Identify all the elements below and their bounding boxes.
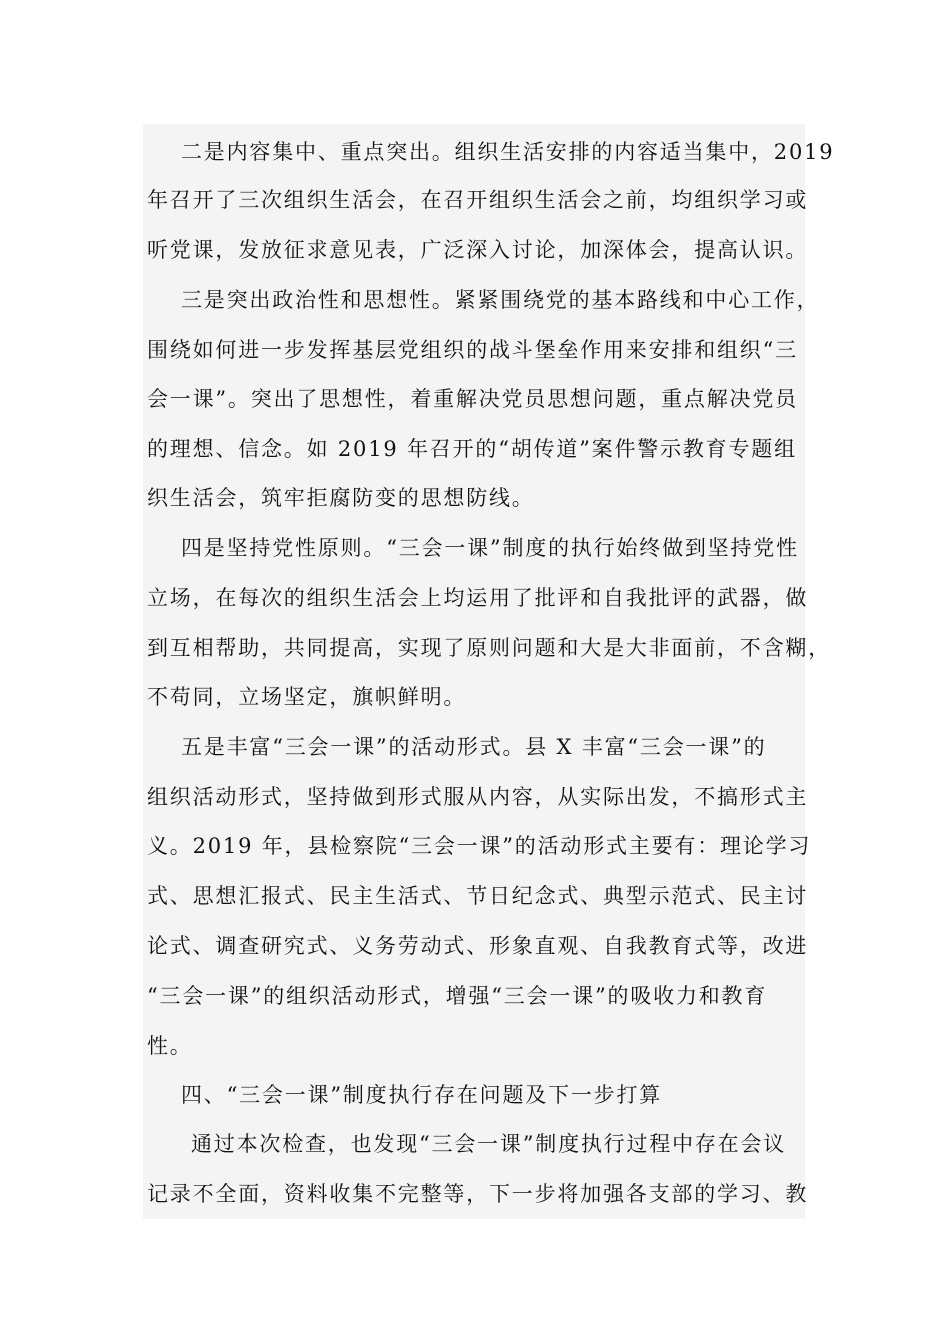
- paragraph-line: 围绕如何进一步发挥基层党组织的战斗堡垒作用来安排和组织“三: [147, 338, 798, 362]
- paragraph-line: 式、思想汇报式、民主生活式、节日纪念式、典型示范式、民主讨: [147, 884, 809, 908]
- paragraph-line: 年召开了三次组织生活会，在召开组织生活会之前，均组织学习或: [147, 188, 809, 212]
- paragraph-line: 通过本次检查，也发现“三会一课”制度执行过程中存在会议: [191, 1132, 787, 1156]
- paragraph-line: 性。: [147, 1034, 193, 1058]
- paragraph-line: “三会一课”的组织活动形式，增强“三会一课”的吸收力和教育: [147, 984, 768, 1008]
- paragraph-line: 三是突出政治性和思想性。紧紧围绕党的基本路线和中心工作，: [181, 288, 820, 312]
- paragraph-line: 会一课”。突出了思想性，着重解决党员思想问题，重点解决党员: [147, 387, 798, 411]
- paragraph-line: 记录不全面，资料收集不完整等，下一步将加强各支部的学习、教: [147, 1182, 809, 1206]
- paragraph-line: 不苟同，立场坚定，旗帜鲜明。: [147, 685, 467, 709]
- section-heading: 四、“三会一课”制度执行存在问题及下一步打算: [181, 1083, 663, 1107]
- paragraph-line: 论式、调查研究式、义务劳动式、形象直观、自我教育式等，改进: [147, 934, 809, 958]
- paragraph-line: 二是内容集中、重点突出。组织生活安排的内容适当集中，2019: [181, 140, 835, 164]
- paragraph-line: 织生活会，筑牢拒腐防变的思想防线。: [147, 486, 535, 510]
- paragraph-line: 五是丰富“三会一课”的活动形式。县 X 丰富“三会一课”的: [181, 735, 767, 759]
- paragraph-line: 的理想、信念。如 2019 年召开的“胡传道”案件警示教育专题组: [147, 437, 797, 461]
- paragraph-line: 组织活动形式，坚持做到形式服从内容，从实际出发，不搞形式主: [147, 785, 809, 809]
- paragraph-line: 到互相帮助，共同提高，实现了原则问题和大是大非面前，不含糊，: [147, 636, 831, 660]
- paragraph-line: 四是坚持党性原则。“三会一课”制度的执行始终做到坚持党性: [181, 536, 799, 560]
- paragraph-line: 义。2019 年，县检察院“三会一课”的活动形式主要有：理论学习: [147, 834, 812, 858]
- paragraph-line: 立场，在每次的组织生活会上均运用了批评和自我批评的武器，做: [147, 586, 809, 610]
- paragraph-line: 听党课，发放征求意见表，广泛深入讨论，加深体会，提高认识。: [147, 238, 809, 262]
